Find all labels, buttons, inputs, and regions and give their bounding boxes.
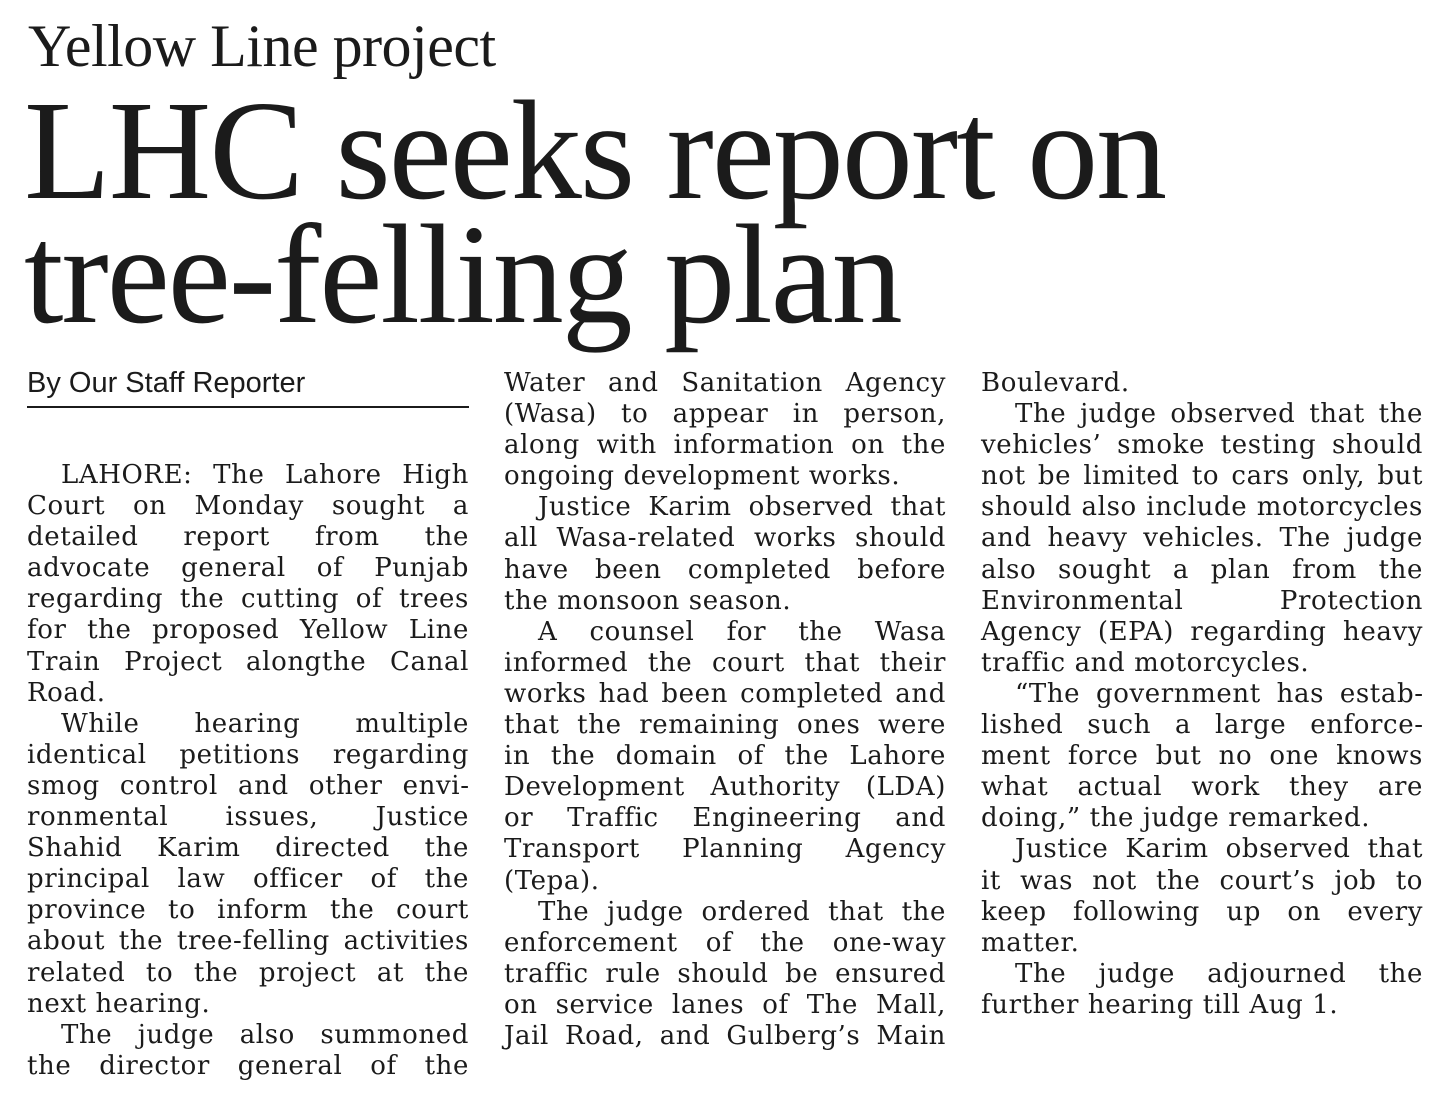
- article-column-2: [504, 368, 946, 1052]
- paragraph: Boulevard.: [981, 368, 1130, 398]
- paragraph: Justice Karim observed that all Wasa-related works should have been completed before the monsoon season.: [504, 492, 946, 616]
- kicker: Yellow Line project: [28, 13, 496, 79]
- article-column-1: [27, 368, 469, 1082]
- paragraph: While hearing multiple identical petitions regarding smog control and other environmental issues, Justice Shahid Karim directed the principal law officer of the province to inform the court about the tree-felling activities related to the project at the next hearing.: [27, 708, 469, 1019]
- paragraph: The judge also summoned the director general of the: [27, 1019, 469, 1081]
- article-column-3: [981, 368, 1423, 1021]
- byline: By Our Staff Reporter: [27, 368, 469, 408]
- paragraph: The judge adjourned the further hearing till Aug 1.: [981, 958, 1423, 1020]
- headline: [24, 71, 1166, 353]
- headline-line-2: tree-felling plan: [24, 195, 901, 353]
- paragraph: A counsel for the Wasa informed the court that their works had been completed and that the remaining ones were in the domain of the Lahore Development Authority (LDA) or Traffic Engineering and Transport Planning Agency (Tepa).: [504, 616, 946, 896]
- paragraph: The judge observed that the vehicles’ smoke testing should not be limited to cars only, but should also include motorcycles and heavy vehicles. The judge also sought a plan from the Environmental Protection Agency (EPA) regarding heavy traffic and motorcycles.: [981, 399, 1423, 678]
- paragraph: Water and Sanitation Agency (Wasa) to appear in person, along with information on the ongoing development works.: [504, 368, 946, 492]
- headline-line-1: LHC seeks report on: [24, 71, 1166, 229]
- paragraph: LAHORE: The Lahore High Court on Monday sought a detailed report from the advocate general of Punjab regarding the cutting of trees for the proposed Yellow Line Train Project alongthe Canal Road.: [27, 460, 469, 708]
- paragraph: “The government has established such a large enforcement force but no one knows what actual work they are doing,” the judge remarked.: [981, 678, 1423, 834]
- paragraph: Justice Karim observed that it was not the court’s job to keep following up on every matter.: [981, 834, 1423, 958]
- paragraph: The judge ordered that the enforcement of the one-way traffic rule should be ensured on service lanes of The Mall, Jail Road, and Gulberg’s Main: [504, 896, 946, 1051]
